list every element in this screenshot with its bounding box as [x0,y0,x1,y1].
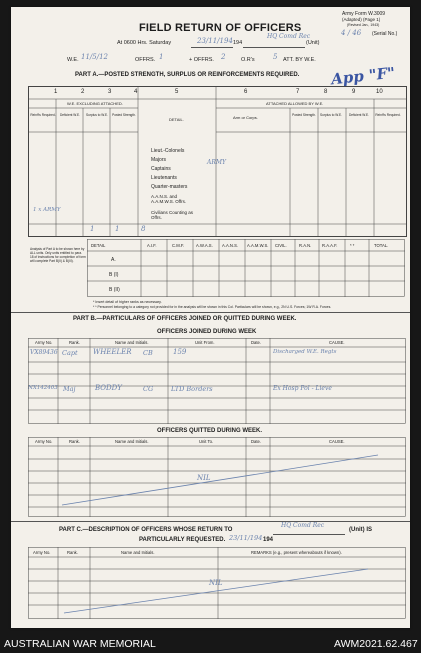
col-number: 2 [81,89,85,95]
col-number: 8 [324,89,328,95]
col-number: 3 [108,89,112,95]
we-excluding-header: W.E. EXCLUDING ATTACHED. [67,101,123,106]
col-head: Surplus to W.E. [320,113,342,117]
quitted-head: Rank. [69,439,80,444]
analysis-head: A.A.N.S. [222,243,239,248]
analysis-note: Analysis of Part A to be shown here by ALL units. Only units entitled to para. 18 of instructions for completion of form will complete Part B(II) & B(III). [30,247,86,263]
col-number: 10 [376,89,383,95]
analysis-grid [87,239,405,297]
unit-from-hw: 159 [173,348,187,356]
appendix-f-hw: App "F" [330,63,396,89]
rank-hw: Maj [63,385,76,393]
col-number: 1 [54,89,58,95]
cause-hw: Discharged W.E. Regts [273,349,337,355]
analysis-head: R.A.A.F. [322,243,338,248]
col-number: 7 [296,89,300,95]
part-c-head: Army No. [33,550,51,555]
rank-item: Majors [151,157,167,163]
rank-hw: Capt [62,349,78,357]
analysis-row-label: B (II) [109,287,120,293]
analysis-head: A.I.F. [147,243,157,248]
rank-item: Lieut.-Colonels [151,148,185,154]
document-page [11,7,410,628]
serial-number-hw: 4 / 46 [341,29,362,37]
part-c-year: 194 [263,537,274,543]
archive-footer [0,634,421,653]
initials-hw: CB [143,349,153,357]
army-no-hw: NX142403 [28,385,58,391]
joined-head: Unit From. [195,340,215,345]
offrs-value-hw: 1 [159,53,164,61]
col-head: Reinf'ts Required. [30,113,56,117]
col-head: Posted Strength. [292,113,316,117]
col-head: Deficient W.E. [59,113,81,117]
quitted-grid [28,437,406,517]
we-value-hw: 11/5/12 [81,53,108,61]
part-c-line2: PARTICULARLY REQUESTED. [139,537,226,543]
analysis-head: * * [350,243,355,248]
att-by-we-label: ATT. BY W.E. [283,57,316,63]
analysis-row-label: A. [111,257,116,263]
ors-label: O.R's [241,57,255,63]
part-c-nil-hw: NIL [209,579,223,587]
army-no-hw: VX89436 [30,349,58,356]
revised-label: (Revised Jan., 1943) [347,23,380,27]
initials-hw: CG [143,385,154,393]
analysis-head: DETAIL [91,243,106,248]
total-value: 1 [90,225,95,233]
analysis-head: R.A.N. [299,243,312,248]
rank-item: Civilians Counting as Offrs. [151,210,194,220]
we-label: W.E. [67,57,79,63]
analysis-head: A.W.A.S. [196,243,213,248]
year-label: 194 [233,40,243,46]
joined-head: CAUSE. [329,340,345,345]
adapted-label: (Adapted) (Page 1) [342,17,381,22]
analysis-head: C.M.F. [172,243,185,248]
part-c-head: REMARKS (e.g., present whereabouts if known). [251,550,342,555]
analysis-head: CIVIL. [275,243,287,248]
serial-label: (Serial No.) [372,31,398,37]
quitted-nil-hw: NIL [197,474,211,482]
quitted-head: Date. [251,439,262,444]
name-hw: BODDY [95,384,122,392]
name-hw: WHEELER [93,348,132,356]
rank-item: Captains [151,166,171,172]
col-head: Arm or Corps. [233,115,258,120]
analysis-head: A.A.M.W.S. [247,243,269,248]
quitted-head: Unit To. [199,439,214,444]
footnote-2: * * Personnel belonging to a category not provided for in the analysis will be shown in this Col. Particulars will be shown, e.g., 2N U.S. Forces; 1W R.A. Forces. [93,305,332,309]
footer-right-label: AWM2021.62.467 [334,638,418,650]
quitted-head: Name and Initials. [115,439,149,444]
joined-head: Date. [251,340,262,345]
joined-head: Name and Initials. [115,340,149,345]
army-form-label: Army Form W.3009 [342,11,386,17]
rank-item: Quarter-masters [151,184,188,190]
part-b-title: PART B.—PARTICULARS OF OFFICERS JOINED OR QUITTED DURING WEEK. [73,316,297,322]
rank-item: A.A.N.S. and A.A.M.W.S. Offrs. [151,194,187,204]
reinf-note-hw: 1 x ARMY [33,207,61,213]
unit-label: (Unit) [306,40,320,46]
joined-title: OFFICERS JOINED DURING WEEK [157,329,257,335]
ors2-value-hw: 5 [273,53,278,61]
unit-hw: HQ Comd Rec [267,33,311,40]
cause-hw: Ex Hosp Pol - Lieve [273,385,332,392]
total-value: 8 [141,225,146,233]
form-title: FIELD RETURN OF OFFICERS [139,22,302,34]
attached-allowed-header: ATTACHED ALLOWED BY W.E. [266,101,324,106]
part-c-unit-hw: HQ Comd Rec [281,522,325,529]
joined-head: Army No. [35,340,53,345]
footnote-1: * Insert detail of higher ranks as necessary. [93,300,162,304]
part-c-head: Name and Initials. [121,550,155,555]
unit-from-hw: LTD Borders [171,385,213,393]
col-number: 9 [352,89,356,95]
part-c-head: Rank. [67,550,78,555]
rank-item: Lieutenants [151,175,177,181]
ors-value-hw: 2 [221,53,226,61]
plus-offrs-label: + OFFRS. [189,57,214,63]
footer-left-label: AUSTRALIAN WAR MEMORIAL [4,638,156,650]
part-c-date-hw: 23/11/194 [229,534,263,542]
col-head: Deficient W.E. [348,113,370,117]
joined-grid [28,338,406,424]
analysis-row-label: B (I) [109,272,119,278]
part-c-title: PART C.—DESCRIPTION OF OFFICERS WHOSE RETURN TO [59,527,233,533]
quitted-title: OFFICERS QUITTED DURING WEEK. [157,428,262,434]
total-value: 1 [115,225,120,233]
joined-head: Rank. [69,340,80,345]
part-c-unit-label: (Unit) IS [349,527,372,533]
part-a-title: PART A.—POSTED STRENGTH, SURPLUS OR REINFORCEMENTS REQUIRED. [75,72,300,78]
col-number: 5 [175,89,179,95]
analysis-head: TOTAL. [374,243,389,248]
date-hw: 23/11/194 [197,37,233,45]
col-head: DETAIL. [169,117,184,122]
col-head: Reinf'ts Required. [375,113,401,117]
offrs-label: OFFRS. [135,57,156,63]
quitted-head: Army No. [35,439,53,444]
col-number: 4 [134,89,138,95]
col-number: 6 [244,89,248,95]
rank-notes-hw: ARMY [207,159,226,166]
at-hours-label: At 0600 Hrs. Saturday [117,40,172,46]
quitted-head: CAUSE. [329,439,345,444]
col-head: Posted Strength. [112,113,136,117]
col-head: Surplus to W.E. [86,113,108,117]
